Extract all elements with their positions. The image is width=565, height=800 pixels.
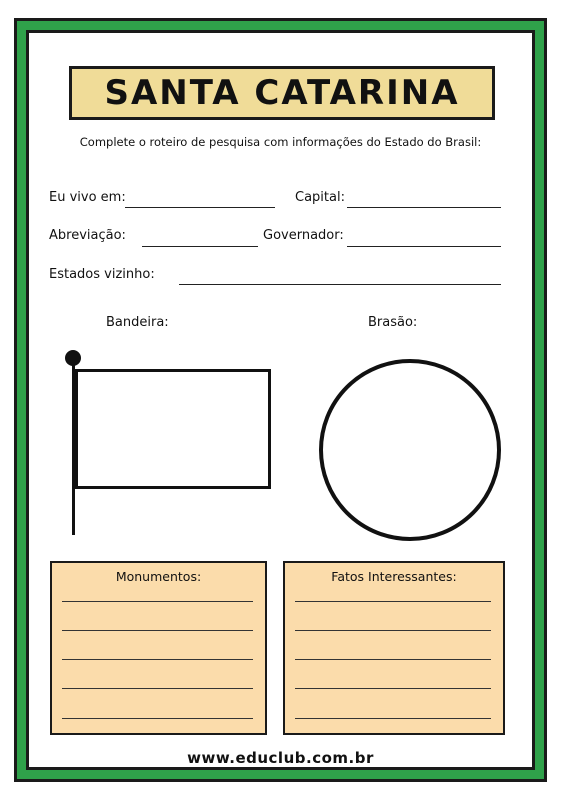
title-banner: [69, 66, 495, 120]
page-title: SANTA CATARINA: [104, 73, 460, 113]
flag-drawing-area[interactable]: [75, 369, 271, 489]
monuments-line[interactable]: [62, 688, 253, 689]
page-content: [26, 30, 535, 770]
facts-line[interactable]: [295, 659, 491, 660]
page-border: [14, 18, 547, 782]
governor-line[interactable]: [347, 246, 501, 247]
abbreviation-line[interactable]: [142, 246, 258, 247]
facts-title: Fatos Interessantes:: [331, 569, 457, 584]
monuments-line[interactable]: [62, 630, 253, 631]
capital-label: Capital:: [295, 190, 345, 205]
facts-line[interactable]: [295, 630, 491, 631]
monuments-line[interactable]: [62, 659, 253, 660]
facts-line[interactable]: [295, 718, 491, 719]
monuments-title: Monumentos:: [115, 569, 202, 584]
footer-url: www.educlub.com.br: [187, 749, 374, 767]
monuments-box: [50, 561, 267, 735]
lives-in-line[interactable]: [125, 207, 275, 208]
crest-label: Brasão:: [368, 315, 418, 330]
facts-line[interactable]: [295, 601, 491, 602]
monuments-line[interactable]: [62, 718, 253, 719]
facts-box: [283, 561, 505, 735]
neighbors-label: Estados vizinho:: [49, 267, 155, 282]
facts-line[interactable]: [295, 688, 491, 689]
lives-in-label: Eu vivo em:: [49, 190, 126, 205]
governor-label: Governador:: [263, 228, 344, 243]
monuments-line[interactable]: [62, 601, 253, 602]
abbreviation-label: Abreviação:: [49, 228, 126, 243]
crest-drawing-area[interactable]: [319, 359, 501, 541]
instruction-text: Complete o roteiro de pesquisa com informações do Estado do Brasil:: [79, 135, 482, 149]
neighbors-line[interactable]: [179, 284, 501, 285]
capital-line[interactable]: [347, 207, 501, 208]
flag-label: Bandeira:: [106, 315, 169, 330]
